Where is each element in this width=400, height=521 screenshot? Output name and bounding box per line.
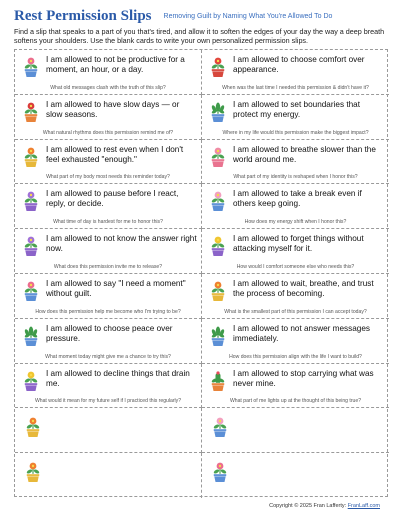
header [14,8,388,26]
slip-statement: I am allowed to pause before I react, reply, or decide. [46,189,179,209]
permission-slip-card [202,229,389,274]
pink-flower-pot-icon [210,461,230,483]
pink-flower-pot-icon [21,280,41,302]
pink-flower-pot-icon [21,56,41,78]
slip-statement: I am allowed to breathe slower than the world around me. [233,144,376,164]
pink-blossom-pot-icon [210,416,230,438]
worksheet-page [14,8,388,514]
blank-slip-card [15,408,202,453]
permission-slip-grid [14,49,388,497]
permission-slip-card [202,364,389,409]
orange-flower-pot-icon [21,146,41,168]
permission-slip-card [202,140,389,185]
pink-blossom-pot-icon [208,190,228,212]
slip-statement: I am allowed to not know the answer right now. [46,234,197,254]
slip-statement: I am allowed to not be productive for a moment, an hour, or a day. [46,55,185,74]
slip-reflection-question: How does this permission help me become who I'm trying to be? [35,308,181,315]
slip-reflection-question: What time of day is hardest for me to honor this? [53,219,163,226]
slip-statement: I am allowed to rest even when I don't feel exhausted "enough." [46,144,184,164]
yellow-flower-pot-icon [208,235,228,257]
slip-reflection-question: What part of my body most needs this reminder today? [46,174,170,181]
blank-slip-card [15,453,202,498]
permission-slip-card [15,319,202,364]
slip-reflection-question: How does this permission align with the life I want to build? [229,353,362,360]
slip-statement: I am allowed to not answer messages immediately. [233,323,370,343]
permission-slip-card [202,319,389,364]
permission-slip-card [202,274,389,319]
yellow-flower-pot-icon [21,370,41,392]
permission-slip-card [15,364,202,409]
slip-reflection-question: What would it mean for my future self if I practiced this regularly? [34,398,182,405]
pink-rose-pot-icon [208,146,228,168]
cactus-pot-icon [208,370,228,392]
slip-reflection-question: What part of my identity is reshaped when I honor this? [233,174,358,181]
orange-flower-pot-icon [23,461,43,483]
permission-slip-card [15,95,202,140]
page-subtitle: Removing Guilt by Naming What You're Allowed To Do [163,13,333,20]
slip-statement: I am allowed to take a break even if others keep going. [233,189,362,209]
slip-statement: I am allowed to say "I need a moment" without guilt. [46,278,186,298]
red-flower-pot-icon [21,101,41,123]
slip-statement: I am allowed to set boundaries that protect my energy. [233,99,360,119]
purple-flower-pot-icon [21,190,41,212]
green-plant-pot-icon [208,325,228,347]
copyright-text: Copyright © 2025 Fran Lafferty: [269,503,347,509]
permission-slip-card [15,274,202,319]
website-link[interactable]: FranLaff.com [347,503,380,509]
slip-reflection-question: Where in my life would this permission make the biggest impact? [222,129,369,136]
red-tulip-pot-icon [208,56,228,78]
slip-reflection-question: What does this permission invite me to release? [53,263,163,270]
permission-slip-card [15,50,202,95]
slip-statement: I am allowed to have slow days — or slow seasons. [46,99,180,119]
orange-flower-pot-icon [23,416,43,438]
permission-slip-card [202,184,389,229]
slip-reflection-question: When was the last time I needed this permission & didn't have it? [222,84,369,91]
intro-text: Find a slip that speaks to a part of you that's tired, and allow it to soften the edges of your day the way a deep breath softens your shoulders. Use the blank cards to write your own personalized permission slips. [14,27,385,45]
blank-slip-card [202,453,389,498]
page-title: Rest Permission Slips [14,8,152,24]
slip-reflection-question: What old messages clash with the truth of this slip? [50,84,166,91]
slip-statement: I am allowed to wait, breathe, and trust the process of becoming. [233,278,374,298]
permission-slip-card [15,229,202,274]
slip-statement: I am allowed to decline things that drain me. [46,368,190,388]
slip-reflection-question: What part of me lights up at the thought of this being true? [229,398,362,405]
slip-reflection-question: What moment today might give me a chance to try this? [45,353,171,360]
footer [14,503,388,509]
slip-reflection-question: How does my energy shift when I honor this? [244,219,347,226]
slip-reflection-question: How would I comfort someone else who needs this? [236,263,355,270]
purple-flower-pot-icon [21,235,41,257]
slip-statement: I am allowed to forget things without attacking myself for it. [233,234,364,254]
permission-slip-card [202,95,389,140]
slip-statement: I am allowed to choose peace over pressure. [46,323,173,343]
blank-slip-card [202,408,389,453]
permission-slip-card [15,184,202,229]
slip-statement: I am allowed to choose comfort over appearance. [233,55,365,74]
orange-flower-pot-icon [208,280,228,302]
permission-slip-card [202,50,389,95]
green-plant-pot-icon [21,325,41,347]
permission-slip-card [15,140,202,185]
slip-reflection-question: What natural rhythms does this permission remind me of? [42,129,174,136]
slip-reflection-question: What is the smallest part of this permission I can accept today? [224,308,367,315]
green-plant-pot-icon [208,101,228,123]
slip-statement: I am allowed to stop carrying what was never mine. [233,368,374,388]
